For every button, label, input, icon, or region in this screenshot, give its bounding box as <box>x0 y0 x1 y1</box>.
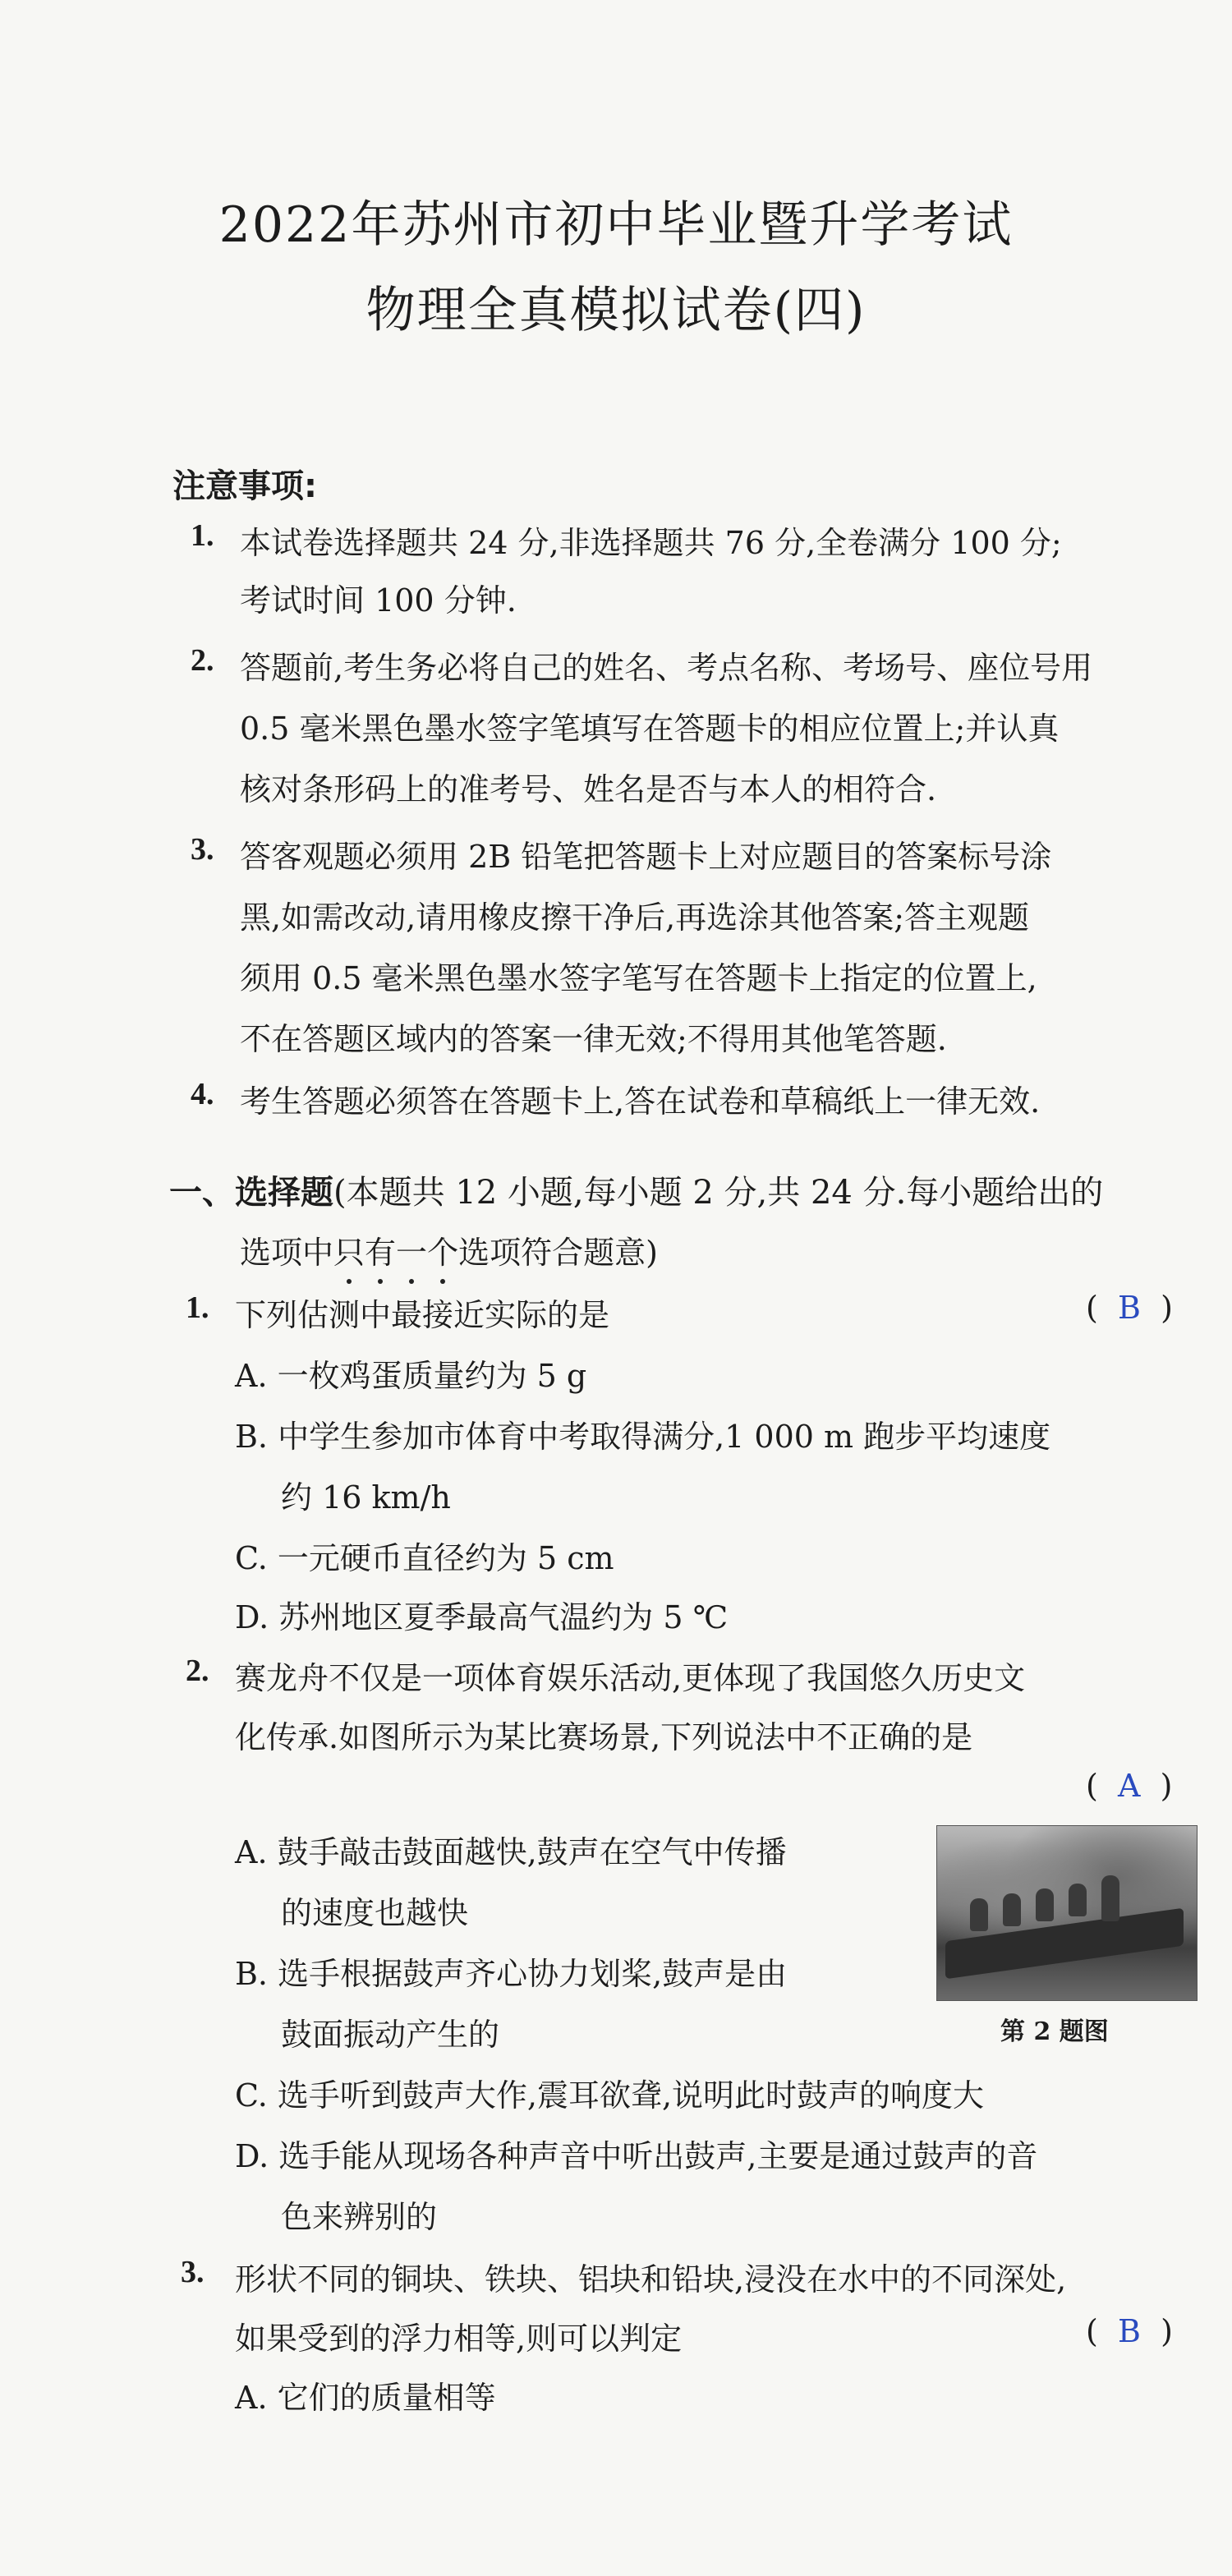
notice-line: 本试卷选择题共 24 分,非选择题共 76 分,全卷满分 100 分; <box>240 525 1062 561</box>
question-stem: 化传承.如图所示为某比赛场景,下列说法中不正确的是 <box>235 1719 973 1755</box>
answer-bracket: ( B ) <box>1086 1290 1173 1326</box>
notice-line: 答题前,考生务必将自己的姓名、考点名称、考场号、座位号用 <box>240 650 1093 686</box>
option-a: A. 它们的质量相等 <box>235 2380 496 2416</box>
option-b: B. 选手根据鼓声齐心协力划桨,鼓声是由 <box>235 1956 788 1992</box>
exam-title: 2022年苏州市初中毕业暨升学考试 <box>218 196 1014 254</box>
answer-bracket: ( B ) <box>1086 2313 1173 2349</box>
option-d: D. 选手能从现场各种声音中听出鼓声,主要是通过鼓声的音 <box>235 2138 1038 2174</box>
option-b-cont: 鼓面振动产生的 <box>281 2017 500 2053</box>
emphasis-char: 个 <box>427 1235 458 1271</box>
question-number: 2. <box>186 1654 209 1688</box>
question-number: 3. <box>181 2255 205 2289</box>
notice-line: 考试时间 100 分钟. <box>240 582 517 619</box>
question-stem: 赛龙舟不仅是一项体育娱乐活动,更体现了我国悠久历史文 <box>235 1660 1026 1696</box>
notice-number: 4. <box>191 1077 214 1111</box>
section-heading <box>169 1166 1103 1213</box>
option-c: C. 选手听到鼓声大作,震耳欲聋,说明此时鼓声的响度大 <box>235 2077 985 2114</box>
option-c: C. 一元硬币直径约为 5 cm <box>235 1540 614 1576</box>
option-d: D. 苏州地区夏季最高气温约为 5 ℃ <box>235 1599 729 1635</box>
option-b-cont: 约 16 km/h <box>281 1479 451 1516</box>
emphasis-char: 只 <box>333 1235 365 1271</box>
drummer-figure <box>1101 1875 1119 1921</box>
answer-value: B <box>1118 2313 1141 2349</box>
option-a-cont: 的速度也越快 <box>281 1895 469 1931</box>
notice-line: 考生答题必须答在答题卡上,答在试卷和草稿纸上一律无效. <box>240 1083 1041 1120</box>
notice-line: 不在答题区域内的答案一律无效;不得用其他笔答题. <box>240 1021 947 1057</box>
question-stem: 形状不同的铜块、铁块、铝块和铅块,浸没在水中的不同深处, <box>235 2261 1067 2298</box>
figure-caption: 第 2 题图 <box>1000 2017 1109 2046</box>
rower-figure <box>970 1898 988 1931</box>
section-description-line2: 选项中只 有 一 个 选项符合题意) <box>240 1227 658 1272</box>
rower-figure <box>1036 1888 1054 1921</box>
exam-subtitle: 物理全真模拟试卷(四) <box>365 282 867 339</box>
notice-line: 须用 0.5 毫米黑色墨水签字笔写在答题卡上指定的位置上, <box>240 960 1037 996</box>
section-description: (本题共 12 小题,每小题 2 分,共 24 分.每小题给出的 <box>333 1174 1104 1212</box>
rower-figure <box>1069 1884 1087 1916</box>
notice-line: 核对条形码上的准考号、姓名是否与本人的相符合. <box>240 771 937 807</box>
question-number: 1. <box>186 1290 209 1325</box>
notice-line: 黑,如需改动,请用橡皮擦干净后,再选涂其他答案;答主观题 <box>240 899 1030 936</box>
question-stem: 如果受到的浮力相等,则可以判定 <box>235 2321 683 2357</box>
emphasis-char: 一 <box>396 1235 427 1271</box>
answer-bracket: ( A ) <box>1086 1768 1173 1804</box>
dragon-boat-photo <box>936 1825 1198 2001</box>
notice-heading: 注意事项: <box>172 467 317 505</box>
option-d-cont: 色来辨别的 <box>281 2199 438 2235</box>
question-stem: 下列估测中最接近实际的是 <box>235 1297 610 1333</box>
notice-number: 2. <box>191 643 214 678</box>
notice-line: 答客观题必须用 2B 铅笔把答题卡上对应题目的答案标号涂 <box>240 839 1052 875</box>
notice-line: 0.5 毫米黑色墨水签字笔填写在答题卡的相应位置上;并认真 <box>240 711 1060 747</box>
option-a: A. 鼓手敲击鼓面越快,鼓声在空气中传播 <box>235 1834 787 1870</box>
option-b: B. 中学生参加市体育中考取得满分,1 000 m 跑步平均速度 <box>235 1419 1051 1455</box>
emphasis-char: 有 <box>365 1235 396 1271</box>
answer-value: A <box>1118 1768 1141 1804</box>
option-a: A. 一枚鸡蛋质量约为 5 g <box>235 1358 587 1394</box>
section-label: 一、选择题 <box>169 1174 333 1212</box>
notice-number: 1. <box>191 518 214 553</box>
rower-figure <box>1003 1893 1021 1926</box>
notice-number: 3. <box>191 832 214 867</box>
answer-value: B <box>1118 1290 1141 1326</box>
